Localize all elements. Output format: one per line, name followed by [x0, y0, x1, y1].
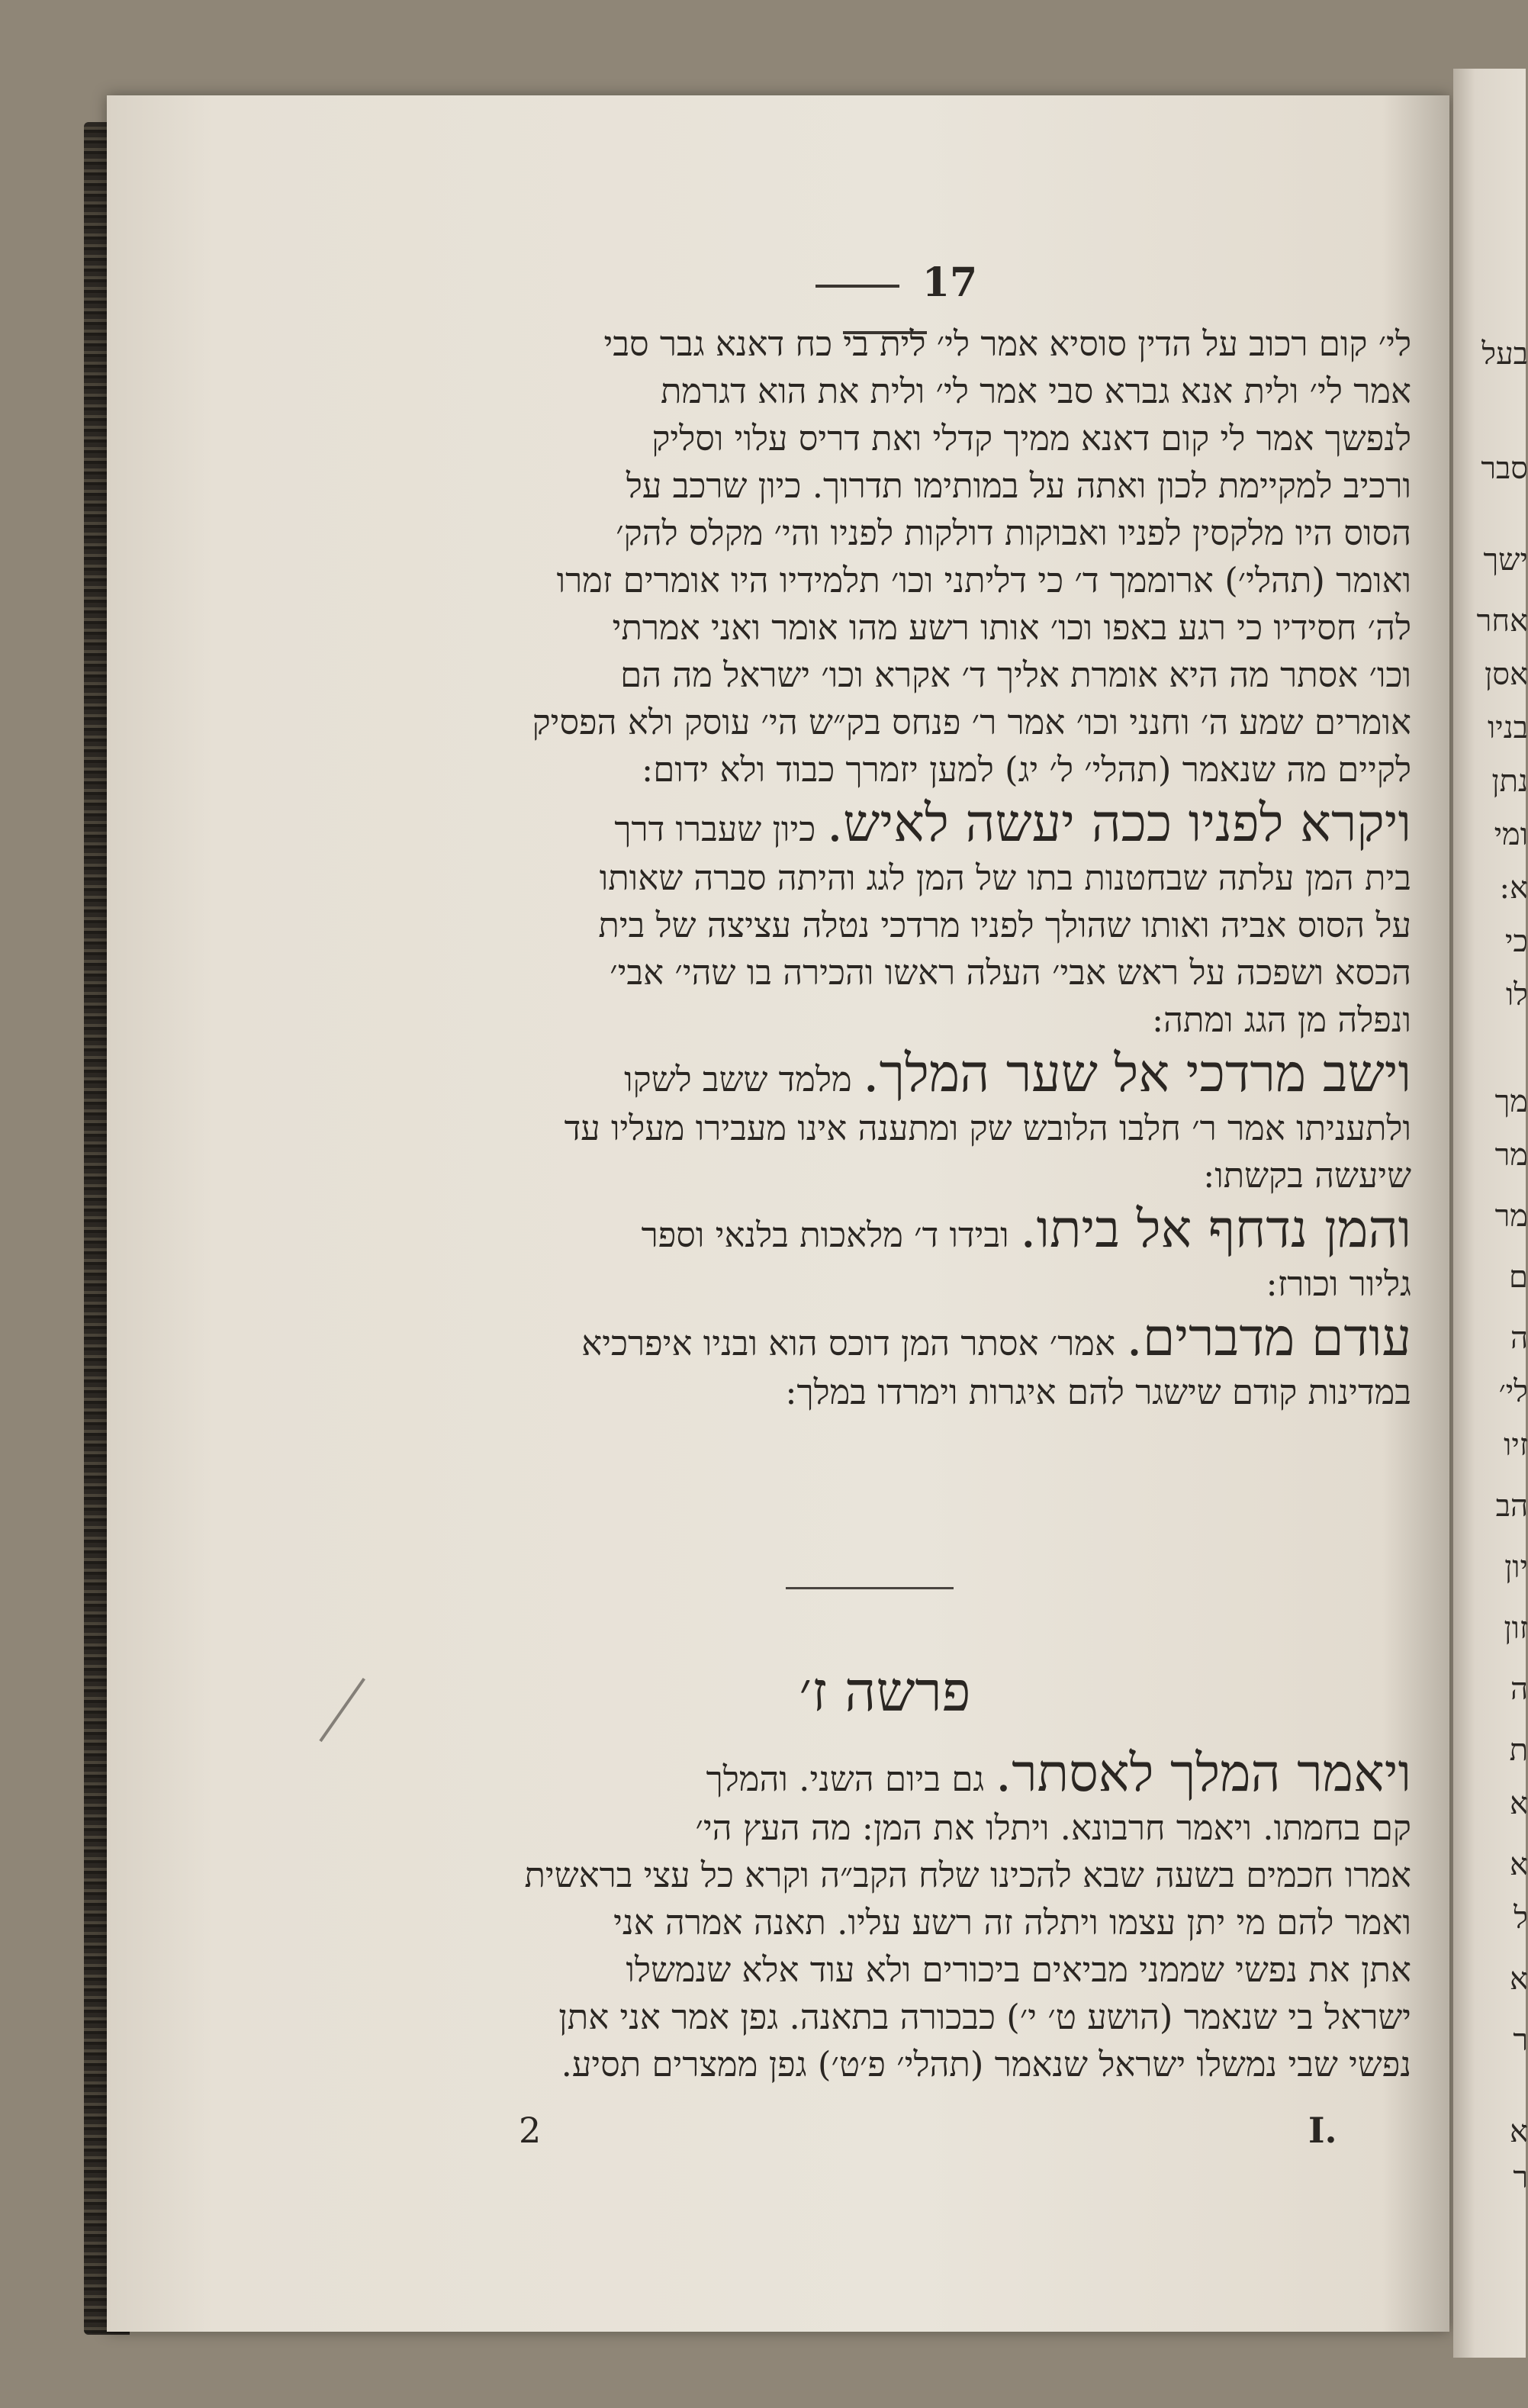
lemma-continuation: כיון שעברו דרך	[614, 809, 816, 849]
text-line: שיעשה בקשתו:	[1203, 1155, 1411, 1196]
lemma-line	[359, 1199, 1411, 1260]
lemma-line	[359, 1308, 1411, 1369]
next-page-fragment: א	[1509, 1786, 1528, 1821]
next-page-fragment: א	[1509, 2114, 1528, 2149]
text-line: במדינות קודם שישגר להם איגרות וימרדו במלך:	[785, 1372, 1411, 1412]
text-line: לה׳ חסידיו כי רגע באפו וכו׳ אותו רשע מהו אומר ואני אמרתי	[612, 607, 1411, 648]
next-page-fragment: אסן	[1485, 657, 1528, 692]
next-page-fragment: בניו	[1487, 710, 1528, 745]
text-line: ואומר (תהלי׳) ארוממך ד׳ כי דליתני וכו׳ תלמידיו היו אומרים זמרו	[556, 560, 1411, 600]
next-page-fragment: לו	[1506, 977, 1528, 1012]
next-page-fragment: ומי	[1494, 817, 1528, 852]
next-page-fragment: יון	[1504, 1550, 1528, 1585]
next-page-fragment: מר	[1494, 1138, 1528, 1173]
text-line: לקיים מה שנאמר (תהלי׳ ל׳ יג) למען יזמרך כבוד ולא ידום:	[642, 749, 1411, 790]
text-line: ולתעניתו אמר ר׳ חלבו הלובש שק ומתענה אינו מעבירו מעליו עד	[564, 1108, 1411, 1148]
text-line: קם בחמתו. ויאמר חרבונא. ויתלו את המן: מה העץ הי׳	[695, 1808, 1411, 1848]
text-column	[359, 320, 1411, 1416]
lemma-continuation: מלמד ששב לשקו	[624, 1059, 852, 1099]
lemma-heading: עודם מדברים.	[1126, 1308, 1411, 1368]
footer-mark: I.	[1308, 2110, 1337, 2151]
section2-column	[359, 1743, 1411, 2088]
text-line: ונפלה מן הגג ומתה:	[1152, 1000, 1411, 1040]
text-line: נפשי שבי נמשלו ישראל שנאמר (תהלי׳ פ׳ט׳) גפן ממצרים תסיע.	[561, 2044, 1411, 2084]
text-line: ישראל בי שנאמר (הושע ט׳ י׳) כבכורה בתאנה. גפן אמר אני אתן	[558, 1997, 1411, 2037]
text-line: אמר לי׳ ולית אנא גברא סבי אמר לי׳ ולית את הוא דגרמת	[661, 371, 1411, 411]
text-line: וכו׳ אסתר מה היא אומרת אליך ד׳ אקרא וכו׳ ישראל מה הם	[620, 655, 1411, 695]
next-page-fragment: כי	[1504, 924, 1528, 959]
next-page-fragment: הב	[1495, 1489, 1528, 1524]
next-page-fragment: א	[1509, 1962, 1528, 1997]
text-line: אמרו חכמים בשעה שבא להכינו שלח הקב״ה וקרא כל עצי בראשית	[524, 1855, 1411, 1895]
page-number: 17	[922, 259, 978, 306]
text-line: לי׳ קום רכוב על הדין סוסיא אמר לי׳ לית בי כח דאנא גבר סבי	[603, 324, 1411, 364]
next-page-fragment: ר	[1513, 2023, 1528, 2058]
lemma-line	[359, 1743, 1411, 1804]
header-dash	[815, 285, 899, 288]
footer-signature: 2	[519, 2110, 542, 2151]
section-divider	[786, 1587, 954, 1589]
text-line: על הסוס אביה ואותו שהולך לפניו מרדכי נטלה עציצה של בית	[598, 905, 1411, 945]
next-page-fragment: א:	[1499, 871, 1528, 906]
next-page-edge	[1453, 69, 1526, 2358]
parsha-title: פרשה ז׳	[799, 1660, 971, 1724]
text-line: אומרים שמע ה׳ וחנני וכו׳ אמר ר׳ פנחס בק״ש הי׳ עוסק ולא הפסיק	[532, 702, 1411, 742]
text-line: לנפשך אמר לי קום דאנא ממיך קדלי ואת דריס עלוי וסליק	[651, 418, 1411, 459]
lemma-heading: והמן נדחף אל ביתו.	[1020, 1199, 1411, 1260]
next-page-fragment: ת	[1509, 1733, 1528, 1768]
next-page-fragment: סבר	[1481, 451, 1528, 486]
text-line: הסוס היו מלקסין לפניו ואבוקות דולקות לפניו והי׳ מקלס להק׳	[616, 513, 1411, 553]
text-line: אתן את נפשי שממני מביאים ביכורים ולא עוד אלא שנמשלו	[626, 1949, 1411, 1990]
lemma-line	[359, 1044, 1411, 1105]
next-page-fragment: מך	[1494, 1084, 1528, 1119]
lemma-heading: ויקרא לפניו ככה יעשה לאיש.	[826, 794, 1411, 854]
next-page-fragment: זון	[1504, 1611, 1528, 1646]
text-line: גליור וכורז:	[1266, 1264, 1411, 1304]
text-line: הכסא ושפכה על ראש אבי׳ העלה ראשו והכירה בו שהי׳ אבי׳	[610, 952, 1411, 993]
lemma-continuation: אמר׳ אסתר המן דוכס הוא ובניו איפרכיא	[581, 1323, 1115, 1363]
next-page-fragment: א	[1509, 1847, 1528, 1882]
next-page-fragment: ישך	[1483, 542, 1528, 578]
next-page-fragment: מר	[1494, 1199, 1528, 1234]
next-page-fragment: ה	[1510, 1672, 1528, 1707]
text-line: ורכיב למקיימת לכון ואתה על במותימו תדרוך. כיון שרכב על	[626, 465, 1411, 506]
next-page-fragment: ה	[1510, 1321, 1528, 1356]
lemma-continuation: גם ביום השני. והמלך	[706, 1759, 985, 1799]
next-page-fragment: זיו	[1504, 1428, 1528, 1463]
next-page-fragment: ר	[1513, 2160, 1528, 2195]
next-page-fragment: ל	[1514, 1901, 1528, 1936]
lemma-heading: ויאמר המלך לאסתר.	[995, 1743, 1411, 1804]
next-page-fragment: אחר	[1476, 604, 1528, 639]
lemma-continuation: ובידו ד׳ מלאכות בלנאי וספר	[641, 1215, 1009, 1255]
text-line: בית המן עלתה שבחטנות בתו של המן לגג והיתה סברה שאותו	[599, 858, 1411, 898]
text-line: ואמר להם מי יתן עצמו ויתלה זה רשע עליו. תאנה אמרה אני	[613, 1902, 1411, 1943]
next-page-fragment: בעל	[1481, 336, 1528, 372]
next-page-fragment: לי׳	[1498, 1374, 1528, 1409]
lemma-heading: וישב מרדכי אל שער המלך.	[863, 1044, 1411, 1104]
lemma-line	[359, 794, 1411, 855]
next-page-fragment: ם	[1509, 1260, 1528, 1295]
next-page-fragment: נתן	[1491, 764, 1528, 799]
